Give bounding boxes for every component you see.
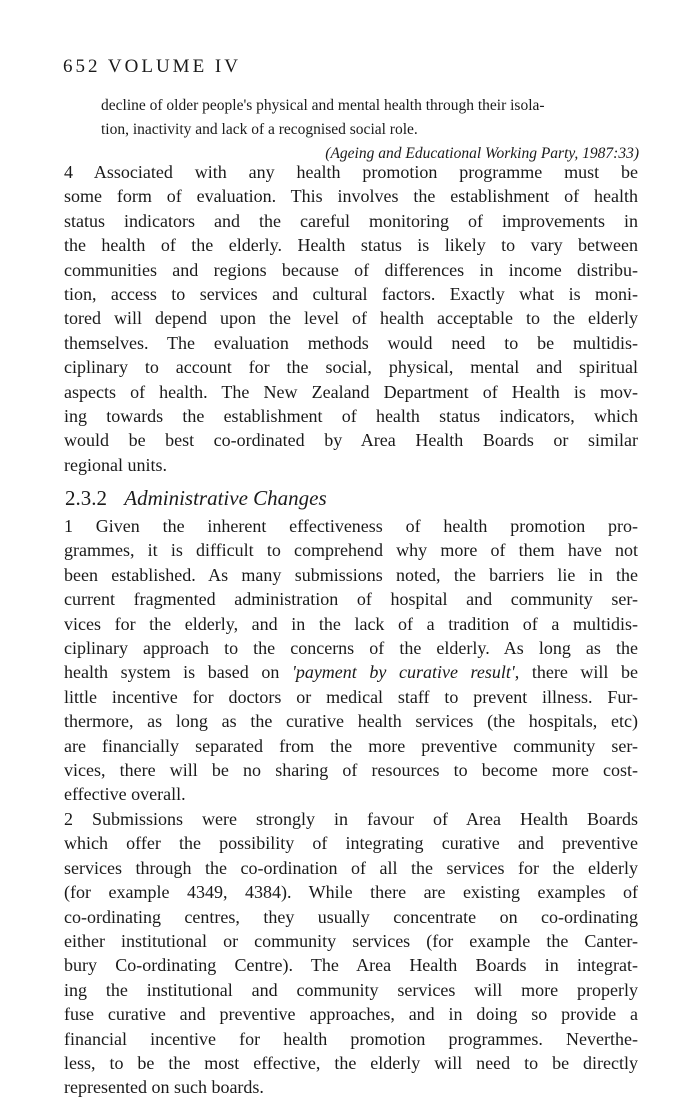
- text-fragment: health system is based on: [64, 662, 292, 683]
- text-line: bury Co-ordinating Centre). The Area Health Boards in integrat-: [64, 955, 638, 976]
- text-line: thermore, as long as the curative health services (the hospitals, etc): [64, 711, 638, 732]
- text-line: 1 Given the inherent effectiveness of health promotion pro-: [64, 516, 638, 536]
- text-line: ing towards the establishment of health status indicators, which: [64, 405, 638, 426]
- italic-phrase: 'payment by curative result': [291, 662, 515, 683]
- quote-line: decline of older people's physical and mental health through their isola-: [101, 97, 545, 114]
- text-line: [64, 660, 638, 684]
- text-line: co-ordinating centres, they usually concentrate on co-ordinating: [64, 906, 638, 927]
- text-line: some form of evaluation. This involves the establishment of health: [64, 186, 638, 207]
- text-line: tion, access to services and cultural factors. Exactly what is moni-: [64, 283, 638, 304]
- quote-line: tion, inactivity and lack of a recognised social role.: [101, 121, 418, 138]
- text-line: ciplinary approach to the concerns of the elderly. As long as the: [64, 637, 638, 658]
- text-line: little incentive for doctors or medical staff to prevent illness. Fur-: [64, 686, 638, 707]
- text-line: been established. As many submissions noted, the barriers lie in the: [64, 564, 638, 585]
- text-line: vices for the elderly, and in the lack of a tradition of a multidis-: [64, 613, 638, 634]
- paragraph-4: [64, 160, 638, 477]
- text-line: ing the institutional and community services will more properly: [64, 979, 638, 1000]
- text-line: aspects of health. The New Zealand Department of Health is mov-: [64, 381, 638, 402]
- text-line: ciplinary to account for the social, physical, mental and spiritual: [64, 357, 638, 378]
- text-line: fuse curative and preventive approaches, and in doing so provide a: [64, 1004, 638, 1025]
- section-number: 2.3.2: [65, 486, 107, 510]
- text-line: either institutional or community services (for example the Canter-: [64, 930, 638, 951]
- text-line: are financially separated from the more preventive community ser-: [64, 735, 638, 756]
- text-line: regional units.: [64, 454, 167, 475]
- text-line: services through the co-ordination of all the services for the elderly: [64, 857, 638, 878]
- text-line: current fragmented administration of hospital and community ser-: [64, 589, 638, 610]
- section-heading: [65, 486, 327, 511]
- text-line: which offer the possibility of integrating curative and preventive: [64, 833, 638, 854]
- text-line: themselves. The evaluation methods would need to be multidis-: [64, 332, 638, 353]
- paragraph-1: [64, 514, 638, 807]
- text-line: 2 Submissions were strongly in favour of Area Health Boards: [64, 809, 638, 829]
- text-line: the health of the elderly. Health status is likely to vary between: [64, 235, 638, 256]
- quote-citation: (Ageing and Educational Working Party, 1987:33): [325, 145, 639, 162]
- text-line: status indicators and the careful monitoring of improvements in: [64, 210, 638, 231]
- text-line: would be best co-ordinated by Area Health Boards or similar: [64, 430, 638, 451]
- text-line: grammes, it is difficult to comprehend why more of them have not: [64, 540, 638, 561]
- text-line: less, to be the most effective, the elderly will need to be directly: [64, 1052, 638, 1073]
- running-head: 652 VOLUME IV: [63, 56, 241, 77]
- text-line: vices, there will be no sharing of resources to become more cost-: [64, 759, 638, 780]
- text-line: effective overall.: [64, 784, 186, 805]
- text-fragment: , there will be: [514, 662, 638, 683]
- text-line: financial incentive for health promotion programmes. Neverthe-: [64, 1028, 638, 1049]
- text-line: represented on such boards.: [64, 1077, 264, 1098]
- text-line: 4 Associated with any health promotion programme must be: [64, 162, 638, 182]
- paragraph-2: [64, 807, 638, 1100]
- text-line: tored will depend upon the level of health acceptable to the elderly: [64, 308, 638, 329]
- section-title: Administrative Changes: [124, 486, 327, 510]
- text-line: (for example 4349, 4384). While there are existing examples of: [64, 882, 638, 903]
- block-quote: [101, 94, 639, 166]
- text-line: communities and regions because of differences in income distribu-: [64, 259, 638, 280]
